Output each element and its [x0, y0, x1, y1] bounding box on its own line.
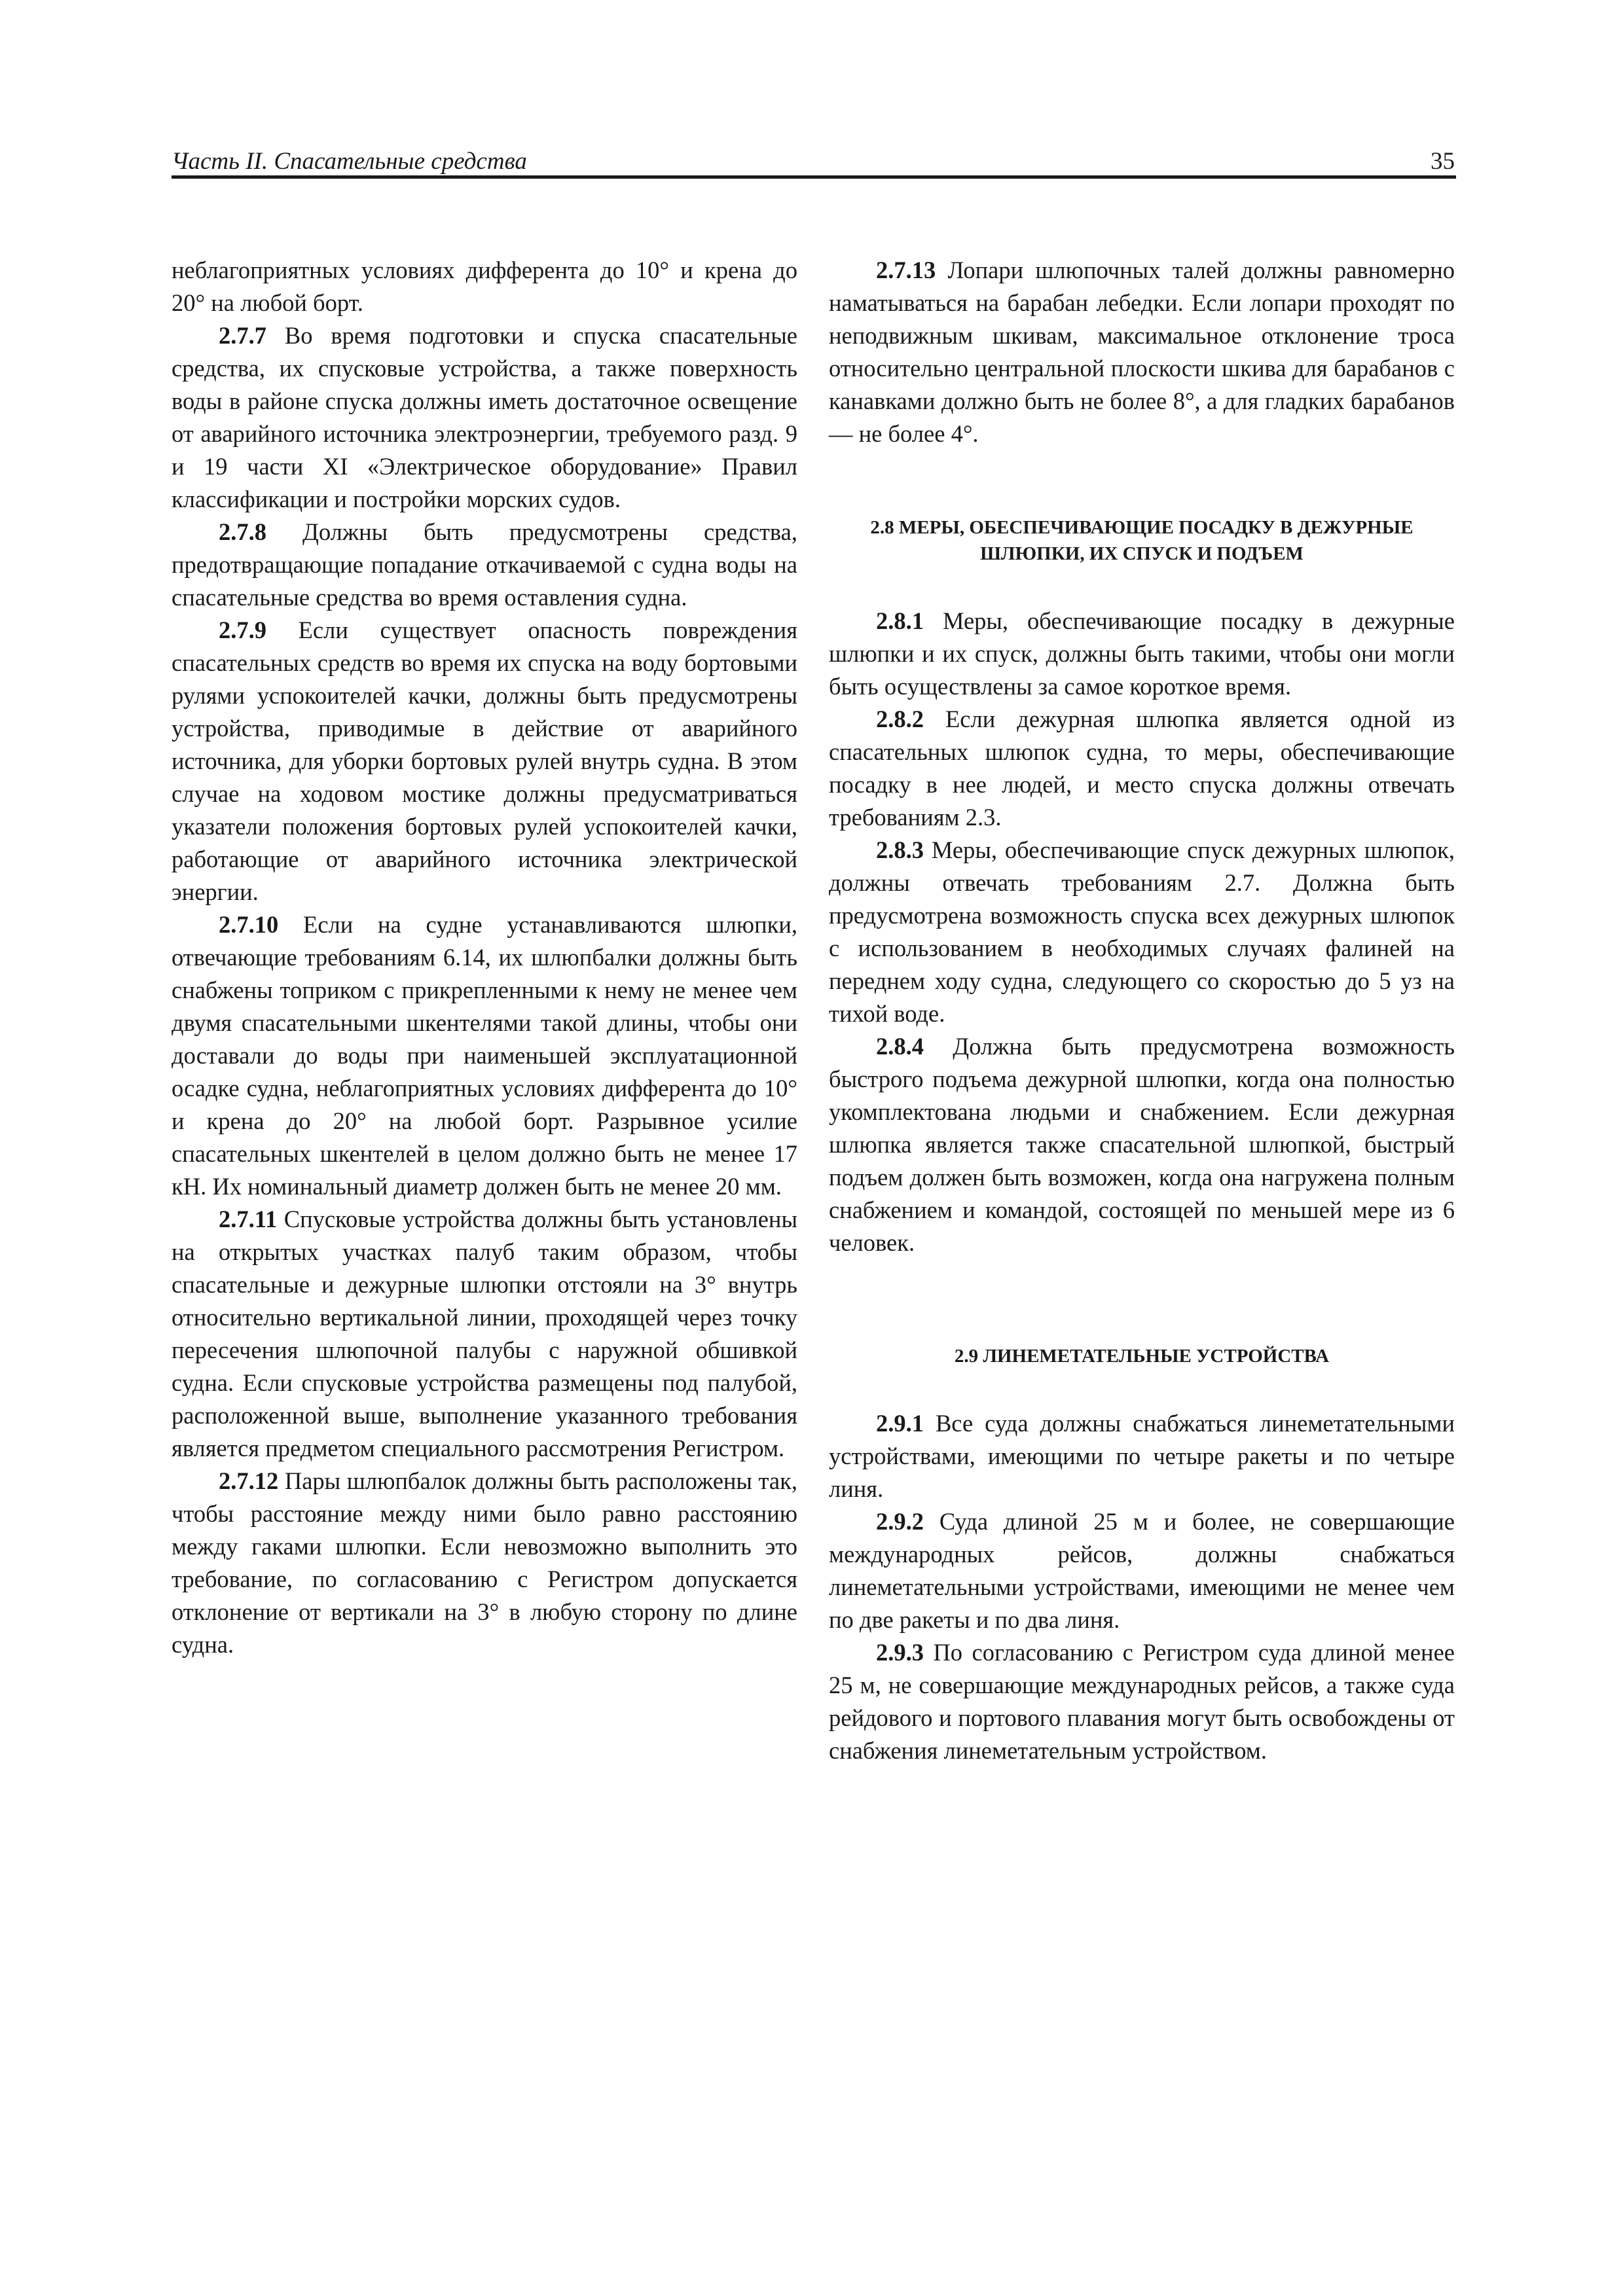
clause-number: 2.7.10	[219, 911, 279, 938]
clause-text: Если существует опасность повреждения спасательных средств во время их спуска на воду бортовыми рулями успокоителей качки, должны быть предусмотрены устройства, приводимые в действие от аварийного источника, для уборки бортовых рулей внутрь судна. В этом случае на ходовом мостике должны предусматриваться указатели положения бортовых рулей успокоителей качки, работающие от аварийного источника электрической энергии.	[172, 617, 797, 905]
paragraph-2-7-13	[829, 254, 1455, 450]
paragraph-2-7-11	[172, 1203, 797, 1465]
clause-text: Меры, обеспечивающие посадку в дежурные шлюпки и их спуск, должны быть такими, чтобы они могли быть осуществлены за самое короткое время.	[829, 607, 1455, 700]
section-heading-2-8: 2.8 МЕРЫ, ОБЕСПЕЧИВАЮЩИЕ ПОСАДКУ В ДЕЖУРНЫЕ ШЛЮПКИ, ИХ СПУСК И ПОДЪЕМ	[870, 517, 1413, 564]
clause-text: Меры, обеспечивающие спуск дежурных шлюпок, должны отвечать требованиям 2.7. Должна быть предусмотрена возможность спуска всех дежурных шлюпок с использованием в необходимых случаях фалиней на переднем ходу судна, следующего со скоростью до 5 уз на тихой воде.	[829, 836, 1455, 1027]
paragraph-2-8-1	[829, 605, 1455, 703]
running-title: Часть II. Спасательные средства	[172, 148, 527, 175]
right-column	[829, 254, 1455, 1767]
page-header	[172, 145, 1455, 178]
clause-number: 2.8.3	[876, 836, 924, 863]
section-heading-2-9: 2.9 ЛИНЕМЕТАТЕЛЬНЫЕ УСТРОЙСТВА	[954, 1346, 1330, 1367]
clause-text: Должна быть предусмотрена возможность быстрого подъема дежурной шлюпки, когда она полностью укомплектована людьми и снабжением. Если дежурная шлюпка является также спасательной шлюпкой, быстрый подъем должен быть возможен, когда она нагружена полным снабжением и командой, состоящей по меньшей мере из 6 человек.	[829, 1033, 1455, 1256]
clause-text: Если дежурная шлюпка является одной из спасательных шлюпок судна, то меры, обеспечивающие посадку в нее людей, и место спуска должны отвечать требованиям 2.3.	[829, 706, 1455, 831]
paragraph-2-8-4	[829, 1030, 1455, 1259]
paragraph-2-9-3	[829, 1636, 1455, 1767]
clause-text: По согласованию с Регистром суда длиной менее 25 м, не совершающие международных рейсов, а также суда рейдового и портового плавания могут быть освобождены от снабжения линеметательным устройством.	[829, 1639, 1455, 1764]
paragraph-2-7-8	[172, 516, 797, 614]
paragraph-2-9-2	[829, 1505, 1455, 1636]
clause-text: Если на судне устанавливаются шлюпки, отвечающие требованиям 6.14, их шлюпбалки должны быть снабжены топриком с прикрепленными к нему не менее чем двумя спасательными шкентелями такой длины, чтобы они доставали до воды при наименьшей эксплуатационной осадке судна, неблагоприятных условиях дифферента до 10° и крена до 20° на любой борт. Разрывное усилие спасательных шкентелей в целом должно быть не менее 17 кН. Их номинальный диаметр должен быть не менее 20 мм.	[172, 911, 797, 1200]
clause-number: 2.7.12	[219, 1467, 279, 1494]
clause-number: 2.9.3	[876, 1639, 924, 1666]
paragraph-continuation: неблагоприятных условиях дифферента до 10° и крена до 20° на любой борт.	[172, 257, 797, 316]
clause-number: 2.8.2	[876, 706, 924, 732]
paragraph-2-7-7	[172, 319, 797, 516]
clause-number: 2.7.11	[219, 1206, 278, 1232]
paragraph-2-8-3	[829, 834, 1455, 1030]
clause-text: Во время подготовки и спуска спасательные средства, их спусковые устройства, а также поверхность воды в районе спуска должны иметь достаточное освещение от аварийного источника электроэнергии, требуемого разд. 9 и 19 части XI «Электрическое оборудование» Правил классификации и постройки морских судов.	[172, 322, 797, 512]
clause-number: 2.7.13	[876, 257, 936, 283]
paragraph-2-7-12	[172, 1465, 797, 1661]
page-number: 35	[1431, 148, 1455, 175]
clause-number: 2.9.1	[876, 1410, 924, 1437]
clause-number: 2.8.4	[876, 1033, 924, 1060]
paragraph-2-9-1	[829, 1407, 1455, 1505]
clause-text: Лопари шлюпочных талей должны равномерно наматываться на барабан лебедки. Если лопари проходят по неподвижным шкивам, максимальное отклонение троса относительно центральной плоскости шкива для барабанов с канавками должно быть не более 8°, а для гладких барабанов — не более 4°.	[829, 257, 1455, 447]
clause-text: Пары шлюпбалок должны быть расположены так, чтобы расстояние между ними было равно расстоянию между гаками шлюпки. Если невозможно выполнить это требование, по согласованию с Регистром допускается отклонение от вертикали на 3° в любую сторону по длине судна.	[172, 1467, 797, 1658]
header-divider	[172, 175, 1456, 179]
paragraph-2-7-9	[172, 614, 797, 908]
clause-text: Спусковые устройства должны быть установлены на открытых участках палуб таким образом, чтобы спасательные и дежурные шлюпки отстояли на 3° внутрь относительно вертикальной линии, проходящей через точку пересечения шлюпочной палубы с наружной обшивкой судна. Если спусковые устройства размещены под палубой, расположенной выше, выполнение указанного требования является предметом специального рассмотрения Регистром.	[172, 1206, 797, 1462]
paragraph-2-8-2	[829, 703, 1455, 834]
clause-number: 2.7.7	[219, 322, 266, 349]
clause-text: Суда длиной 25 м и более, не совершающие международных рейсов, должны снабжаться линеметательными устройствами, имеющими не менее чем по две ракеты и по два линя.	[829, 1508, 1455, 1633]
clause-number: 2.9.2	[876, 1508, 924, 1535]
clause-text: Все суда должны снабжаться линеметательными устройствами, имеющими по четыре ракеты и по четыре линя.	[829, 1410, 1455, 1502]
left-column	[172, 254, 797, 1661]
clause-number: 2.7.9	[219, 617, 266, 643]
paragraph-2-7-10	[172, 908, 797, 1203]
clause-number: 2.7.8	[219, 518, 266, 545]
clause-number: 2.8.1	[876, 607, 924, 634]
clause-text: Должны быть предусмотрены средства, предотвращающие попадание откачиваемой с судна воды на спасательные средства во время оставления судна.	[172, 518, 797, 611]
